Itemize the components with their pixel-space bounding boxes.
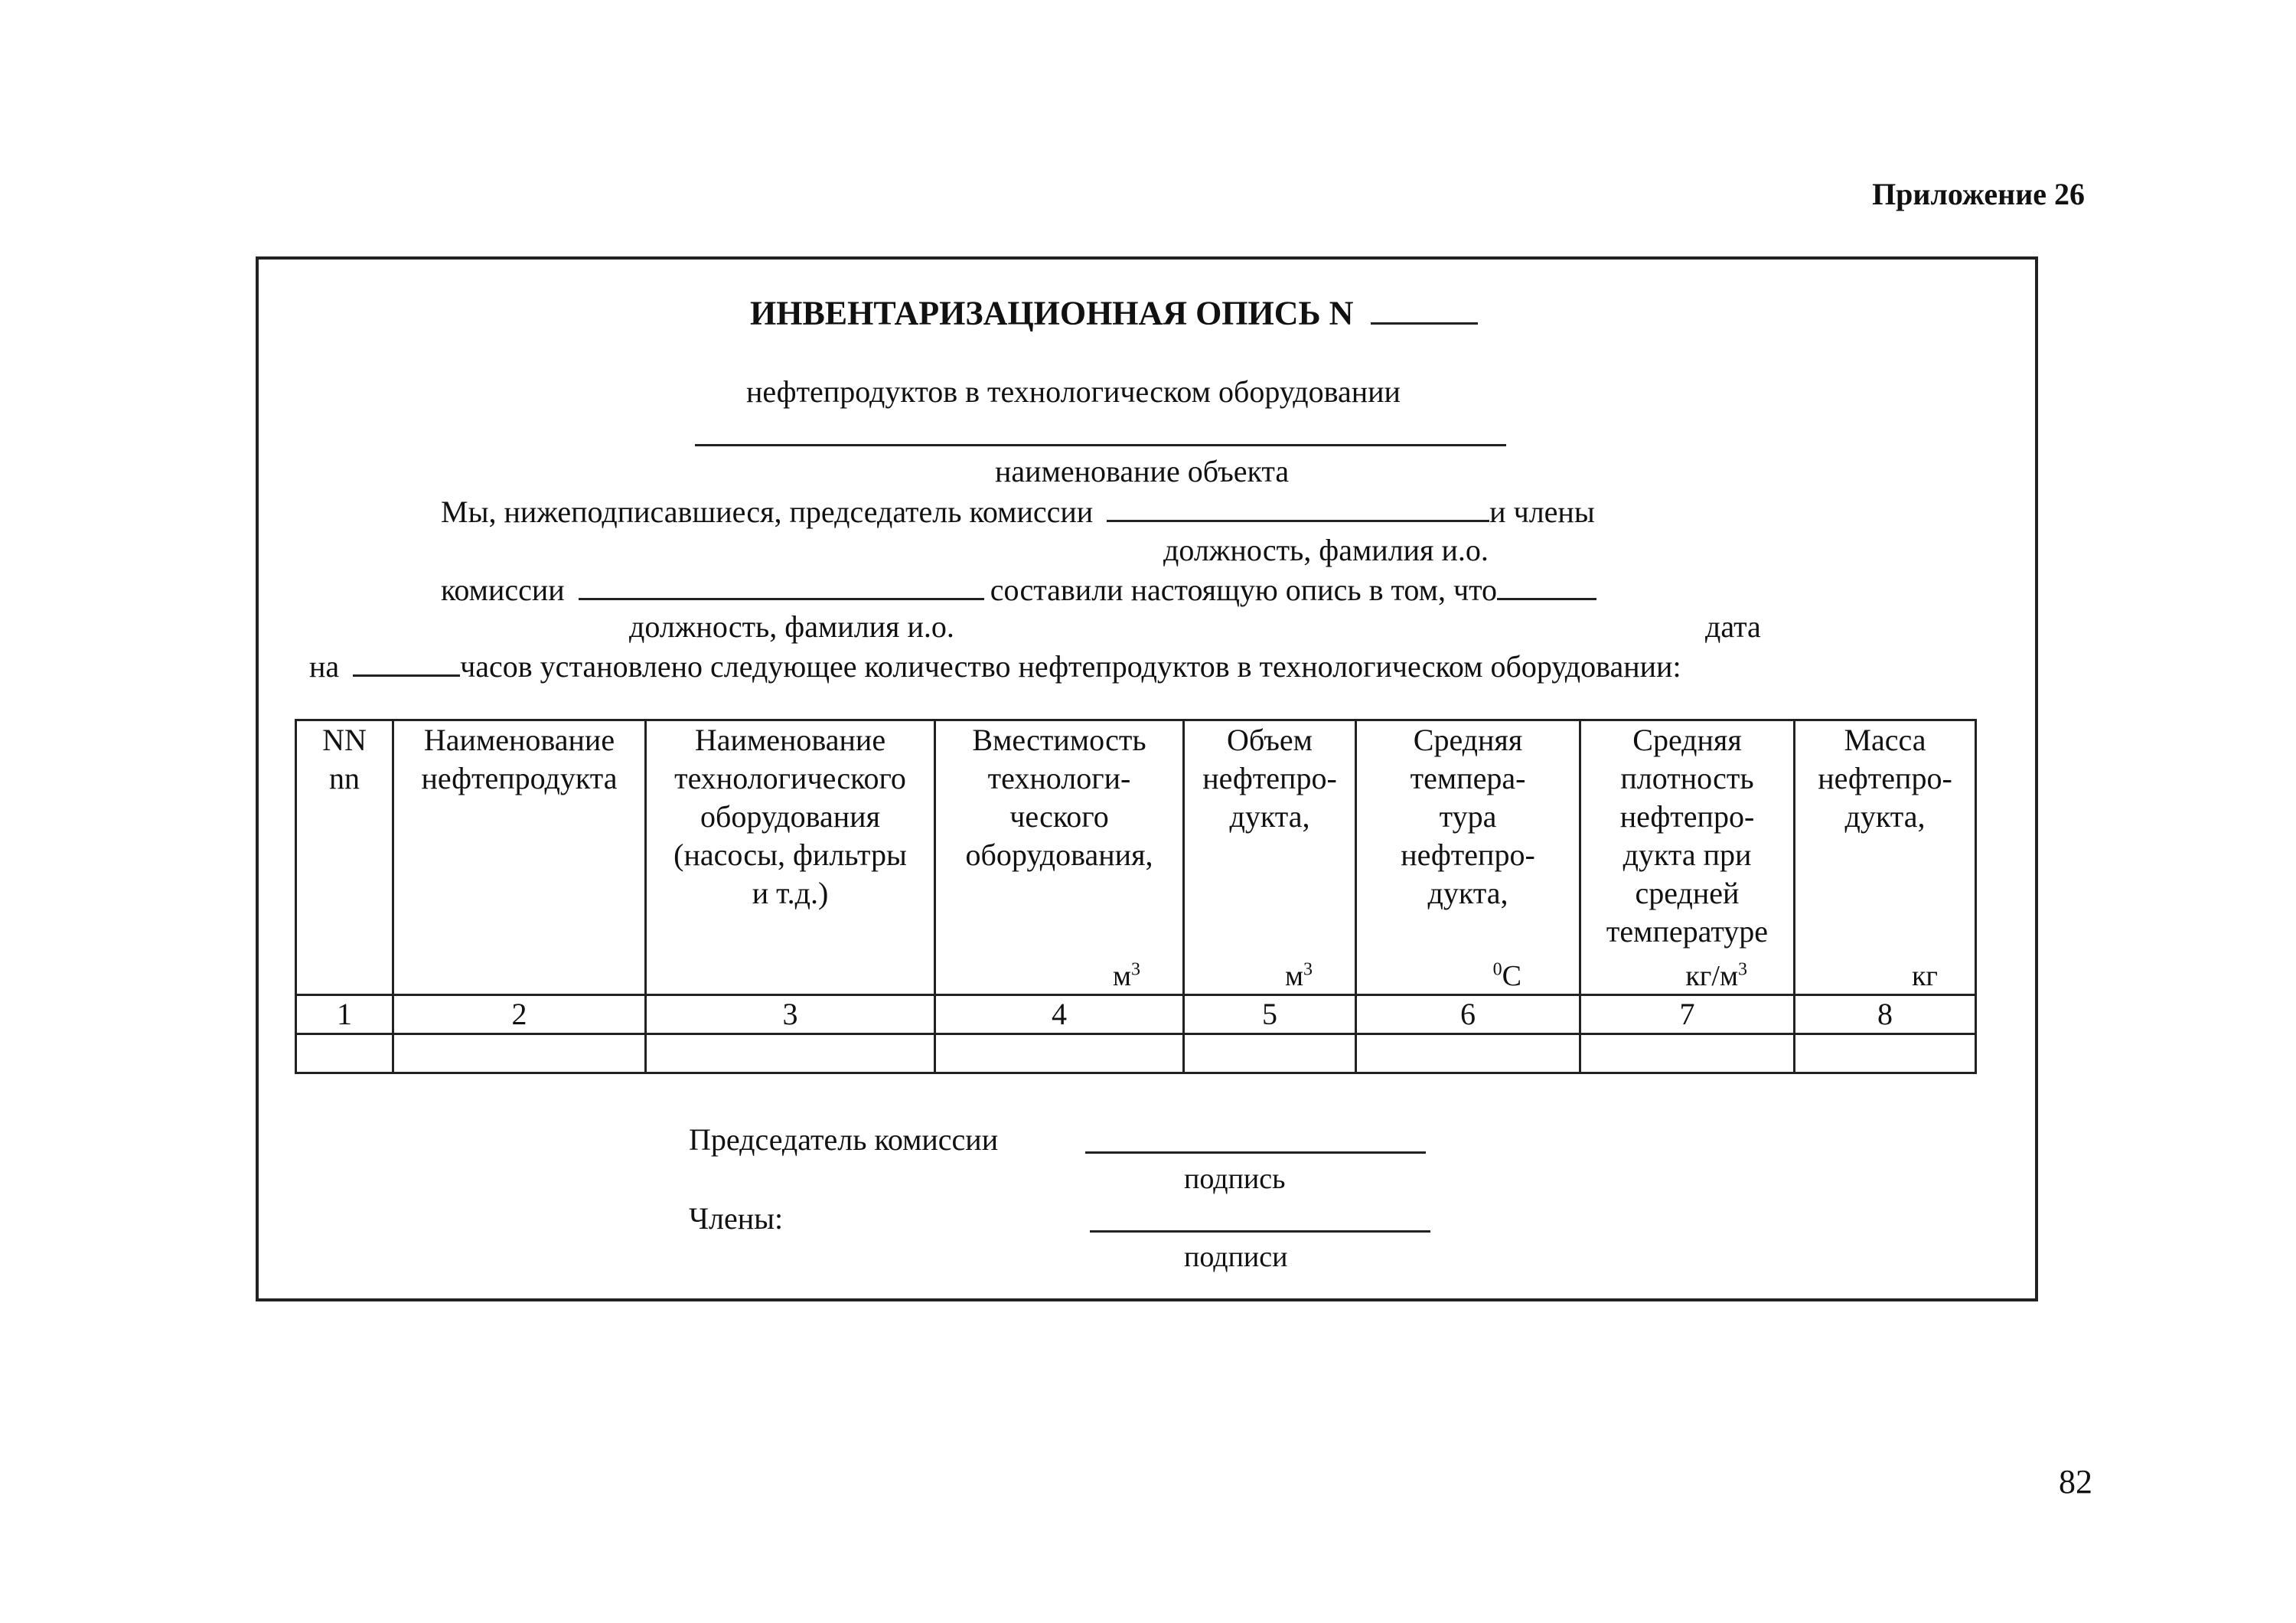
table-cell: [646, 1034, 935, 1073]
position-caption-1: должность, фамилия и.о.: [1163, 533, 1489, 567]
header-cell-equipment-name: [646, 720, 935, 995]
table-cell: [1580, 1034, 1795, 1073]
header-line: средней: [1635, 876, 1740, 910]
number-blank: [1371, 292, 1478, 325]
members-label: Члены:: [689, 1201, 784, 1236]
header-line: нефтепро-: [1401, 838, 1535, 872]
header-cell-temperature: [1356, 720, 1580, 995]
inventory-table: [295, 719, 1977, 1074]
text-line-1-end: и члены: [1489, 495, 1595, 529]
unit-label: [1492, 959, 1521, 992]
header-line: Наименование: [694, 723, 886, 757]
unit-text: м: [1284, 960, 1303, 992]
table-cell: [1795, 1034, 1976, 1073]
document-title: [750, 292, 1478, 333]
chairman-label: Председатель комиссии: [689, 1122, 999, 1157]
chairman-signature-line: [1085, 1151, 1426, 1154]
unit-superscript: 0: [1492, 959, 1502, 980]
header-cell-capacity: [935, 720, 1184, 995]
text-line-1-start: Мы, нижеподписавшиеся, председатель комиссии: [441, 495, 1094, 529]
position-caption-2: должность, фамилия и.о.: [629, 609, 954, 644]
text-line-2-start: комиссии: [441, 573, 565, 607]
header-line: нефтепродукта: [421, 761, 618, 795]
header-line: темпера-: [1410, 761, 1526, 795]
header-line: ческого: [1009, 799, 1109, 834]
column-number: 1: [296, 995, 393, 1034]
header-line: NN: [322, 723, 367, 757]
header-line: Наименование: [423, 723, 615, 757]
unit-label: [1912, 962, 1938, 991]
column-number: 2: [393, 995, 646, 1034]
header-line: дукта,: [1427, 876, 1508, 910]
header-cell-number: [296, 720, 393, 995]
unit-text: м: [1112, 960, 1131, 992]
table-cell: [296, 1034, 393, 1073]
unit-text: C: [1502, 960, 1521, 992]
header-line: Средняя: [1632, 723, 1742, 757]
text-line-2: [441, 570, 1596, 608]
header-cell-density: [1580, 720, 1795, 995]
date-blank: [1497, 570, 1596, 600]
header-line: оборудования: [700, 799, 880, 834]
header-cell-volume: [1184, 720, 1356, 995]
header-line: дукта,: [1844, 799, 1926, 834]
table-header-row: [296, 720, 1976, 995]
hours-blank: [353, 647, 460, 677]
column-number-row: [296, 995, 1976, 1034]
column-number: 3: [646, 995, 935, 1034]
column-number: 8: [1795, 995, 1976, 1034]
unit-superscript: 3: [1303, 959, 1313, 980]
header-line: тура: [1439, 799, 1497, 834]
header-line: Объем: [1227, 723, 1313, 757]
table-cell: [935, 1034, 1184, 1073]
unit-label: [1685, 959, 1747, 992]
header-cell-product-name: [393, 720, 646, 995]
members-blank: [579, 570, 984, 600]
subtitle: нефтепродуктов в технологическом оборудовании: [746, 374, 1401, 409]
unit-superscript: 3: [1131, 959, 1140, 980]
table-cell: [1356, 1034, 1580, 1073]
document-title-text: ИНВЕНТАРИЗАЦИОННАЯ ОПИСЬ N: [750, 294, 1354, 332]
empty-data-row: [296, 1034, 1976, 1073]
header-line: плотность: [1620, 761, 1754, 795]
header-line: дукта,: [1229, 799, 1310, 834]
table-cell: [393, 1034, 646, 1073]
header-line: и т.д.): [752, 876, 829, 910]
header-line: нефтепро-: [1202, 761, 1337, 795]
appendix-label: Приложение 26: [1872, 177, 2085, 211]
text-line-1: [441, 492, 1595, 530]
text-line-3-rest: часов установлено следующее количество нефтепродуктов в технологическом оборудовании:: [460, 649, 1681, 684]
header-line: технологического: [674, 761, 906, 795]
header-line: (насосы, фильтры: [673, 838, 907, 872]
unit-label: [1112, 959, 1140, 992]
text-line-2-mid: составили настоящую опись в том, что: [990, 573, 1498, 607]
members-signature-line: [1090, 1230, 1430, 1233]
column-number: 4: [935, 995, 1184, 1034]
column-number: 6: [1356, 995, 1580, 1034]
header-line: технологи-: [987, 761, 1131, 795]
header-line: Средняя: [1413, 723, 1523, 757]
header-line: nn: [329, 761, 360, 795]
header-line: Вместимость: [972, 723, 1146, 757]
page-number: 82: [2059, 1463, 2092, 1501]
signature-caption: подпись: [1184, 1163, 1286, 1195]
header-line: нефтепро-: [1818, 761, 1952, 795]
signatures-caption: подписи: [1184, 1241, 1288, 1273]
header-cell-mass: [1795, 720, 1976, 995]
column-number: 5: [1184, 995, 1356, 1034]
object-name-line: [695, 444, 1506, 446]
date-caption: дата: [1705, 609, 1761, 644]
unit-superscript: 3: [1738, 959, 1747, 980]
text-line-3-start: на: [309, 649, 340, 684]
unit-text: кг: [1911, 960, 1938, 992]
text-line-3: [309, 647, 1681, 684]
header-line: нефтепро-: [1619, 799, 1755, 834]
header-line: температуре: [1606, 914, 1769, 949]
header-line: Масса: [1844, 723, 1926, 757]
chairman-blank: [1107, 492, 1489, 522]
column-number: 7: [1580, 995, 1795, 1034]
unit-label: [1284, 959, 1313, 992]
header-line: оборудования,: [965, 838, 1153, 872]
unit-text: кг/м: [1685, 960, 1738, 992]
table-cell: [1184, 1034, 1356, 1073]
object-name-caption: наименование объекта: [995, 454, 1290, 488]
header-line: дукта при: [1623, 838, 1752, 872]
